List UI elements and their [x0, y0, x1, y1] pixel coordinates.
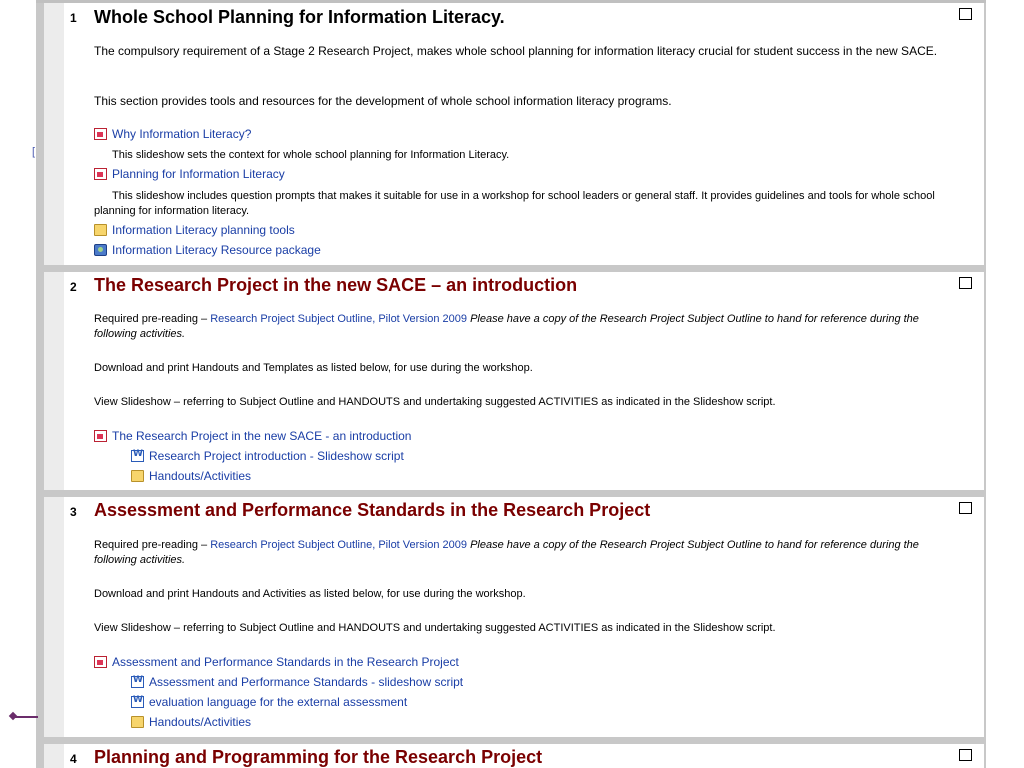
- section-title: Planning and Programming for the Research Project: [94, 747, 543, 767]
- highlight-checkbox[interactable]: [959, 8, 972, 20]
- prereading-note: [94, 538, 956, 568]
- section-title: Whole School Planning for Information Literacy.: [94, 7, 505, 27]
- prereading-label: Required pre-reading –: [94, 539, 208, 551]
- section-summary: The compulsory requirement of a Stage 2 Research Project, makes whole school planning for information literacy crucial for student success in the new SACE.: [94, 44, 938, 58]
- resource-label: evaluation language for the external assessment: [149, 695, 408, 709]
- resource-label: Planning for Information Literacy: [112, 167, 285, 181]
- prereading-note: [94, 312, 956, 342]
- section-number: 3: [70, 505, 77, 519]
- subject-outline-link[interactable]: Research Project Subject Outline, Pilot Version 2009: [210, 313, 468, 325]
- section-instruction: Download and print Handouts and Activities as listed below, for use during the workshop.: [94, 588, 526, 600]
- folder-icon: [131, 716, 144, 728]
- resource-link[interactable]: [131, 449, 404, 463]
- resource-link[interactable]: [94, 655, 459, 669]
- word-document-icon: [131, 696, 144, 708]
- section-4: [64, 744, 982, 768]
- resource-label: Handouts/Activities: [149, 715, 252, 729]
- web-package-icon: [94, 244, 107, 256]
- folder-icon: [94, 224, 107, 236]
- resource-link[interactable]: [131, 715, 251, 729]
- highlight-checkbox[interactable]: [959, 749, 972, 761]
- subject-outline-link[interactable]: Research Project Subject Outline, Pilot Version 2009: [210, 539, 468, 551]
- section-number: 4: [70, 752, 77, 766]
- resource-description: This slideshow sets the context for whole school planning for Information Literacy.: [112, 149, 510, 161]
- resource-label: Information Literacy Resource package: [112, 243, 321, 257]
- section-3: [64, 497, 982, 737]
- resource-link[interactable]: [94, 223, 295, 237]
- section-title: Assessment and Performance Standards in the Research Project: [94, 500, 651, 520]
- section-number: 1: [70, 11, 77, 25]
- section-divider: [36, 737, 986, 744]
- section-instruction: View Slideshow – referring to Subject Outline and HANDOUTS and undertaking suggested ACTIVITIES as indicated in the Slideshow script.: [94, 396, 776, 408]
- resource-link[interactable]: [131, 695, 407, 709]
- resource-link[interactable]: [131, 675, 463, 689]
- highlight-checkbox[interactable]: [959, 277, 972, 289]
- resource-label: Research Project introduction - Slideshow script: [149, 449, 404, 463]
- section-1: [64, 3, 982, 265]
- section-2: [64, 272, 982, 490]
- section-divider: [36, 265, 986, 272]
- word-document-icon: [131, 676, 144, 688]
- section-title: The Research Project in the new SACE – an introduction: [94, 275, 578, 295]
- section-instruction: View Slideshow – referring to Subject Outline and HANDOUTS and undertaking suggested ACTIVITIES as indicated in the Slideshow script.: [94, 622, 776, 634]
- resource-link[interactable]: [131, 469, 251, 483]
- prereading-label: Required pre-reading –: [94, 313, 208, 325]
- folder-icon: [131, 470, 144, 482]
- powerpoint-icon: [94, 168, 107, 180]
- section-divider: [36, 490, 986, 497]
- resource-link[interactable]: [94, 167, 285, 181]
- powerpoint-icon: [94, 128, 107, 140]
- prereading-instructions: Please have a copy of the Research Project Subject Outline to hand for reference during the following activities.: [94, 313, 919, 340]
- pointer-arrow-icon: [14, 716, 38, 718]
- left-border: [36, 0, 44, 768]
- resource-label: Information Literacy planning tools: [112, 223, 295, 237]
- highlight-checkbox[interactable]: [959, 502, 972, 514]
- resource-label: Why Information Literacy?: [112, 127, 252, 141]
- left-gutter: [44, 0, 64, 768]
- resource-description: This slideshow includes question prompts that makes it suitable for use in a workshop for school leaders or general staff. It provides guidelines and tools for whole school planning for information literacy.: [94, 190, 935, 217]
- section-instruction: Download and print Handouts and Templates as listed below, for use during the workshop.: [94, 362, 533, 374]
- edge-marker: [: [32, 146, 36, 158]
- resource-link[interactable]: [94, 127, 251, 141]
- resource-link[interactable]: [94, 243, 321, 257]
- powerpoint-icon: [94, 656, 107, 668]
- resource-label: Handouts/Activities: [149, 469, 252, 483]
- section-summary: This section provides tools and resources for the development of whole school information literacy programs.: [94, 94, 672, 108]
- resource-link[interactable]: [94, 429, 411, 443]
- powerpoint-icon: [94, 430, 107, 442]
- resource-label: Assessment and Performance Standards in the Research Project: [112, 655, 459, 669]
- resource-label: Assessment and Performance Standards - slideshow script: [149, 675, 464, 689]
- resource-label: The Research Project in the new SACE - an introduction: [112, 429, 412, 443]
- word-document-icon: [131, 450, 144, 462]
- prereading-instructions: Please have a copy of the Research Project Subject Outline to hand for reference during the following activities.: [94, 539, 919, 566]
- section-number: 2: [70, 280, 77, 294]
